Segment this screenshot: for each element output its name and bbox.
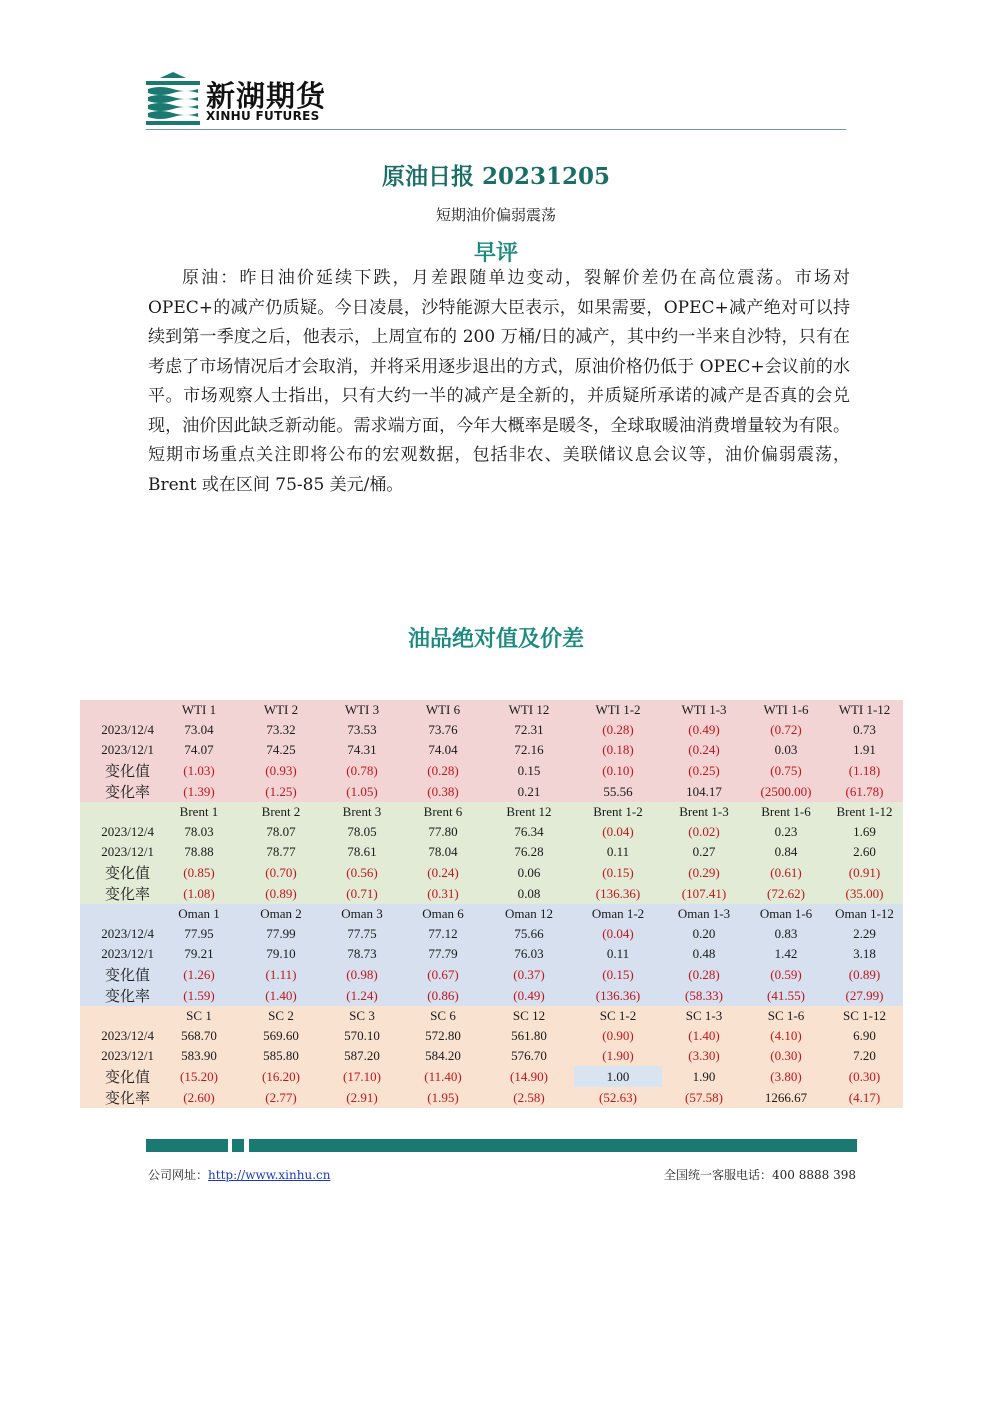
review-paragraph: 原油：昨日油价延续下跌，月差跟随单边变动，裂解价差仍在高位震荡。市场对 OPEC+的减产仍质疑。今日凌晨，沙特能源大臣表示，如果需要，OPEC+减产绝对可以持续到第一季度之后，他表示，上周宣布的 200 万桶/日的减产，其中约一半来自沙特，只有在考虑了市场情况后才会取消，并将采用逐步退出的方式，原油价格仍低于 OPEC+会议前的水平。市场观察人士指出，只有大约一半的减产是全新的，并质疑所承诺的减产是否真的会兑现，油价因此缺乏新动能。需求端方面，今年大概率是暖冬，全球取暖油消费增量较为有限。短期市场重点关注即将公布的宏观数据，包括非农、美联储议息会议等，油价偏弱震荡，Brent 或在区间 75-85 美元/桶。 [148, 268, 850, 495]
table-cell: 0.11 [574, 944, 662, 964]
footer-bar [249, 1139, 857, 1152]
table-cell: 0.73 [826, 720, 903, 740]
table-row [80, 842, 903, 862]
table-cell: 78.03 [158, 822, 240, 842]
column-header: WTI 1-2 [574, 700, 662, 720]
table-cell: 78.61 [322, 842, 402, 862]
table-cell: (0.59) [746, 964, 826, 985]
table-cell: 77.99 [240, 924, 322, 944]
section-heading-review: 早评 [473, 240, 518, 266]
table-cell: (0.30) [746, 1046, 826, 1066]
table-cell: (27.99) [826, 985, 903, 1006]
section-heading-table: 油品绝对值及价差 [407, 626, 584, 652]
table-cell: 72.16 [484, 740, 574, 760]
table-row [80, 760, 903, 781]
table-cell: 1266.67 [746, 1087, 826, 1108]
footer-hotline: 全国统一客服电话：400 8888 398 [664, 1168, 856, 1182]
table-cell: (41.55) [746, 985, 826, 1006]
table-cell: 570.10 [322, 1026, 402, 1046]
table-cell: 78.07 [240, 822, 322, 842]
table-cell: (0.24) [402, 862, 484, 883]
column-header: SC 1-3 [662, 1006, 746, 1026]
website-label: 公司网址： [148, 1168, 209, 1182]
table-cell: (1.95) [402, 1087, 484, 1108]
column-header: WTI 2 [240, 700, 322, 720]
table-cell: (1.25) [240, 781, 322, 802]
table-cell: (3.80) [746, 1066, 826, 1087]
table-cell: 0.27 [662, 842, 746, 862]
row-label: 2023/12/1 [80, 842, 158, 862]
column-header: Brent 1-12 [826, 802, 903, 822]
table-row [80, 944, 903, 964]
column-header: Brent 2 [240, 802, 322, 822]
table-cell: (0.28) [574, 720, 662, 740]
column-header: Brent 1 [158, 802, 240, 822]
table-row [80, 1087, 903, 1108]
row-label: 2023/12/1 [80, 1046, 158, 1066]
table-cell: (1.24) [322, 985, 402, 1006]
table-cell: (0.90) [574, 1026, 662, 1046]
column-header: Oman 12 [484, 904, 574, 924]
table-cell: 78.05 [322, 822, 402, 842]
table-cell: 73.04 [158, 720, 240, 740]
row-label: 变化值 [80, 964, 158, 985]
column-header: Brent 12 [484, 802, 574, 822]
table-cell: 104.17 [662, 781, 746, 802]
table-cell: (2500.00) [746, 781, 826, 802]
table-cell: 0.83 [746, 924, 826, 944]
table-cell: (2.58) [484, 1087, 574, 1108]
table-cell: (0.10) [574, 760, 662, 781]
table-cell: 77.12 [402, 924, 484, 944]
table-cell: (0.24) [662, 740, 746, 760]
table-cell: (1.40) [240, 985, 322, 1006]
table-row [80, 822, 903, 842]
table-cell: 1.90 [662, 1066, 746, 1087]
table-cell: 74.04 [402, 740, 484, 760]
table-row [80, 1046, 903, 1066]
table-header-row [80, 802, 903, 822]
table-cell: (0.89) [826, 964, 903, 985]
table-cell: 73.76 [402, 720, 484, 740]
column-header: WTI 3 [322, 700, 402, 720]
table-cell: 0.03 [746, 740, 826, 760]
table-cell: (0.18) [574, 740, 662, 760]
footer-bar [232, 1139, 244, 1152]
column-header: SC 12 [484, 1006, 574, 1026]
table-cell: (11.40) [402, 1066, 484, 1087]
table-cell: (1.39) [158, 781, 240, 802]
table-cell: 78.77 [240, 842, 322, 862]
table-cell: (0.78) [322, 760, 402, 781]
table-row [80, 781, 903, 802]
table-header-row [80, 1006, 903, 1026]
table-cell: (16.20) [240, 1066, 322, 1087]
header-blank-cell [80, 904, 158, 924]
table-cell: (0.61) [746, 862, 826, 883]
table-cell: (0.89) [240, 883, 322, 904]
table-cell: (107.41) [662, 883, 746, 904]
table-cell: 78.04 [402, 842, 484, 862]
table-cell: (0.31) [402, 883, 484, 904]
table-cell: (61.78) [826, 781, 903, 802]
column-header: WTI 1-3 [662, 700, 746, 720]
table-cell: (0.86) [402, 985, 484, 1006]
column-header: SC 3 [322, 1006, 402, 1026]
table-cell: 77.95 [158, 924, 240, 944]
table-cell: (1.40) [662, 1026, 746, 1046]
table-cell: 585.80 [240, 1046, 322, 1066]
table-cell: 584.20 [402, 1046, 484, 1066]
table-cell: (1.03) [158, 760, 240, 781]
table-row [80, 985, 903, 1006]
row-label: 2023/12/1 [80, 944, 158, 964]
row-label: 2023/12/4 [80, 822, 158, 842]
footer-website [148, 1166, 330, 1183]
row-label: 变化值 [80, 862, 158, 883]
table-cell: (0.49) [662, 720, 746, 740]
table-cell: 72.31 [484, 720, 574, 740]
table-cell: 7.20 [826, 1046, 903, 1066]
table-row [80, 740, 903, 760]
column-header: WTI 1 [158, 700, 240, 720]
table-cell: 1.91 [826, 740, 903, 760]
table-cell: (1.18) [826, 760, 903, 781]
table-cell: (1.26) [158, 964, 240, 985]
table-cell: (0.15) [574, 862, 662, 883]
table-cell: 0.23 [746, 822, 826, 842]
header-blank-cell [80, 700, 158, 720]
table-cell: (3.30) [662, 1046, 746, 1066]
header-divider [146, 129, 846, 130]
table-cell: 76.28 [484, 842, 574, 862]
table-cell: (2.91) [322, 1087, 402, 1108]
column-header: SC 1-2 [574, 1006, 662, 1026]
table-cell: 2.60 [826, 842, 903, 862]
logo-chinese-name: 新湖期货 [206, 79, 327, 113]
table-cell: (0.98) [322, 964, 402, 985]
price-spread-table [80, 700, 903, 1108]
table-cell: (0.93) [240, 760, 322, 781]
column-header: SC 1-12 [826, 1006, 903, 1026]
column-header: SC 1 [158, 1006, 240, 1026]
table-cell: 77.75 [322, 924, 402, 944]
table-cell: (0.28) [662, 964, 746, 985]
table-row [80, 720, 903, 740]
row-label: 变化率 [80, 781, 158, 802]
header-blank-cell [80, 1006, 158, 1026]
table-cell: (58.33) [662, 985, 746, 1006]
table-cell: (136.36) [574, 883, 662, 904]
report-title: 原油日报 20231205 [381, 163, 611, 190]
table-cell: 576.70 [484, 1046, 574, 1066]
table-cell: 73.32 [240, 720, 322, 740]
column-header: Brent 1-2 [574, 802, 662, 822]
table-cell: 0.08 [484, 883, 574, 904]
table-cell: 55.56 [574, 781, 662, 802]
table-cell: (0.04) [574, 822, 662, 842]
column-header: Oman 1-6 [746, 904, 826, 924]
table-row [80, 862, 903, 883]
column-header: WTI 1-12 [826, 700, 903, 720]
column-header: Brent 6 [402, 802, 484, 822]
table-cell: (0.91) [826, 862, 903, 883]
table-cell: 74.25 [240, 740, 322, 760]
waves-logo-icon [146, 72, 200, 126]
column-header: Brent 1-3 [662, 802, 746, 822]
table-cell: 77.79 [402, 944, 484, 964]
table-cell: 0.20 [662, 924, 746, 944]
table-cell: 572.80 [402, 1026, 484, 1046]
table-cell: 76.34 [484, 822, 574, 842]
table-cell: (0.02) [662, 822, 746, 842]
table-cell: (1.90) [574, 1046, 662, 1066]
table-cell: (0.75) [746, 760, 826, 781]
row-label: 变化值 [80, 760, 158, 781]
table-cell: 1.00 [574, 1066, 662, 1087]
table-cell: (1.08) [158, 883, 240, 904]
table-cell: (0.70) [240, 862, 322, 883]
row-label: 变化率 [80, 883, 158, 904]
column-header: SC 6 [402, 1006, 484, 1026]
table-cell: (72.62) [746, 883, 826, 904]
column-header: WTI 12 [484, 700, 574, 720]
website-link[interactable]: http://www.xinhu.cn [208, 1168, 331, 1182]
table-cell: 75.66 [484, 924, 574, 944]
table-cell: 568.70 [158, 1026, 240, 1046]
column-header: Oman 2 [240, 904, 322, 924]
row-label: 变化率 [80, 985, 158, 1006]
table-cell: (0.56) [322, 862, 402, 883]
table-cell: 0.21 [484, 781, 574, 802]
row-label: 2023/12/4 [80, 924, 158, 944]
table-cell: 0.48 [662, 944, 746, 964]
table-cell: 74.07 [158, 740, 240, 760]
column-header: WTI 1-6 [746, 700, 826, 720]
table-cell: (0.67) [402, 964, 484, 985]
column-header: Oman 1-3 [662, 904, 746, 924]
table-cell: 76.03 [484, 944, 574, 964]
table-cell: (0.38) [402, 781, 484, 802]
table-cell: (0.15) [574, 964, 662, 985]
table-row [80, 883, 903, 904]
table-cell: 561.80 [484, 1026, 574, 1046]
column-header: Brent 3 [322, 802, 402, 822]
table-cell: (1.11) [240, 964, 322, 985]
table-row [80, 924, 903, 944]
table-cell: 1.42 [746, 944, 826, 964]
row-label: 变化率 [80, 1087, 158, 1108]
table-cell: (1.59) [158, 985, 240, 1006]
report-subtitle: 短期油价偏弱震荡 [435, 206, 556, 224]
row-label: 2023/12/4 [80, 1026, 158, 1046]
column-header: Brent 1-6 [746, 802, 826, 822]
table-cell: 78.73 [322, 944, 402, 964]
column-header: Oman 1-2 [574, 904, 662, 924]
row-label: 2023/12/1 [80, 740, 158, 760]
table-cell: (0.29) [662, 862, 746, 883]
table-cell: 73.53 [322, 720, 402, 740]
table-cell: (0.04) [574, 924, 662, 944]
table-cell: (2.77) [240, 1087, 322, 1108]
table-cell: 3.18 [826, 944, 903, 964]
footer-bar [146, 1139, 228, 1152]
logo-english-name: XINHU FUTURES [206, 109, 320, 123]
table-cell: (15.20) [158, 1066, 240, 1087]
table-row [80, 1026, 903, 1046]
table-cell: 0.06 [484, 862, 574, 883]
table-cell: (136.36) [574, 985, 662, 1006]
table-header-row [80, 700, 903, 720]
table-cell: 77.80 [402, 822, 484, 842]
company-logo [146, 72, 346, 128]
table-header-row [80, 904, 903, 924]
table-cell: 1.69 [826, 822, 903, 842]
table-cell: (0.71) [322, 883, 402, 904]
table-cell: (0.85) [158, 862, 240, 883]
table-cell: 2.29 [826, 924, 903, 944]
table-cell: 587.20 [322, 1046, 402, 1066]
table-cell: (2.60) [158, 1087, 240, 1108]
table-cell: (14.90) [484, 1066, 574, 1087]
table-cell: (0.72) [746, 720, 826, 740]
column-header: Oman 3 [322, 904, 402, 924]
table-cell: (4.10) [746, 1026, 826, 1046]
table-cell: (57.58) [662, 1087, 746, 1108]
table-cell: 0.84 [746, 842, 826, 862]
column-header: WTI 6 [402, 700, 484, 720]
table-cell: (4.17) [826, 1087, 903, 1108]
table-cell: 569.60 [240, 1026, 322, 1046]
column-header: Oman 1-12 [826, 904, 903, 924]
table-row [80, 964, 903, 985]
table-cell: (52.63) [574, 1087, 662, 1108]
table-cell: 0.15 [484, 760, 574, 781]
table-cell: (0.49) [484, 985, 574, 1006]
table-cell: (0.25) [662, 760, 746, 781]
column-header: SC 1-6 [746, 1006, 826, 1026]
table-cell: 0.11 [574, 842, 662, 862]
row-label: 变化值 [80, 1066, 158, 1087]
table-cell: 583.90 [158, 1046, 240, 1066]
column-header: SC 2 [240, 1006, 322, 1026]
table-cell: (0.37) [484, 964, 574, 985]
table-cell: (0.28) [402, 760, 484, 781]
table-cell: (1.05) [322, 781, 402, 802]
column-header: Oman 1 [158, 904, 240, 924]
table-cell: (35.00) [826, 883, 903, 904]
table-cell: (17.10) [322, 1066, 402, 1087]
table-cell: 74.31 [322, 740, 402, 760]
table-cell: 6.90 [826, 1026, 903, 1046]
table-cell: 79.10 [240, 944, 322, 964]
table-cell: (0.30) [826, 1066, 903, 1087]
table-row [80, 1066, 903, 1087]
row-label: 2023/12/4 [80, 720, 158, 740]
table-cell: 78.88 [158, 842, 240, 862]
table-cell: 79.21 [158, 944, 240, 964]
header-blank-cell [80, 802, 158, 822]
column-header: Oman 6 [402, 904, 484, 924]
